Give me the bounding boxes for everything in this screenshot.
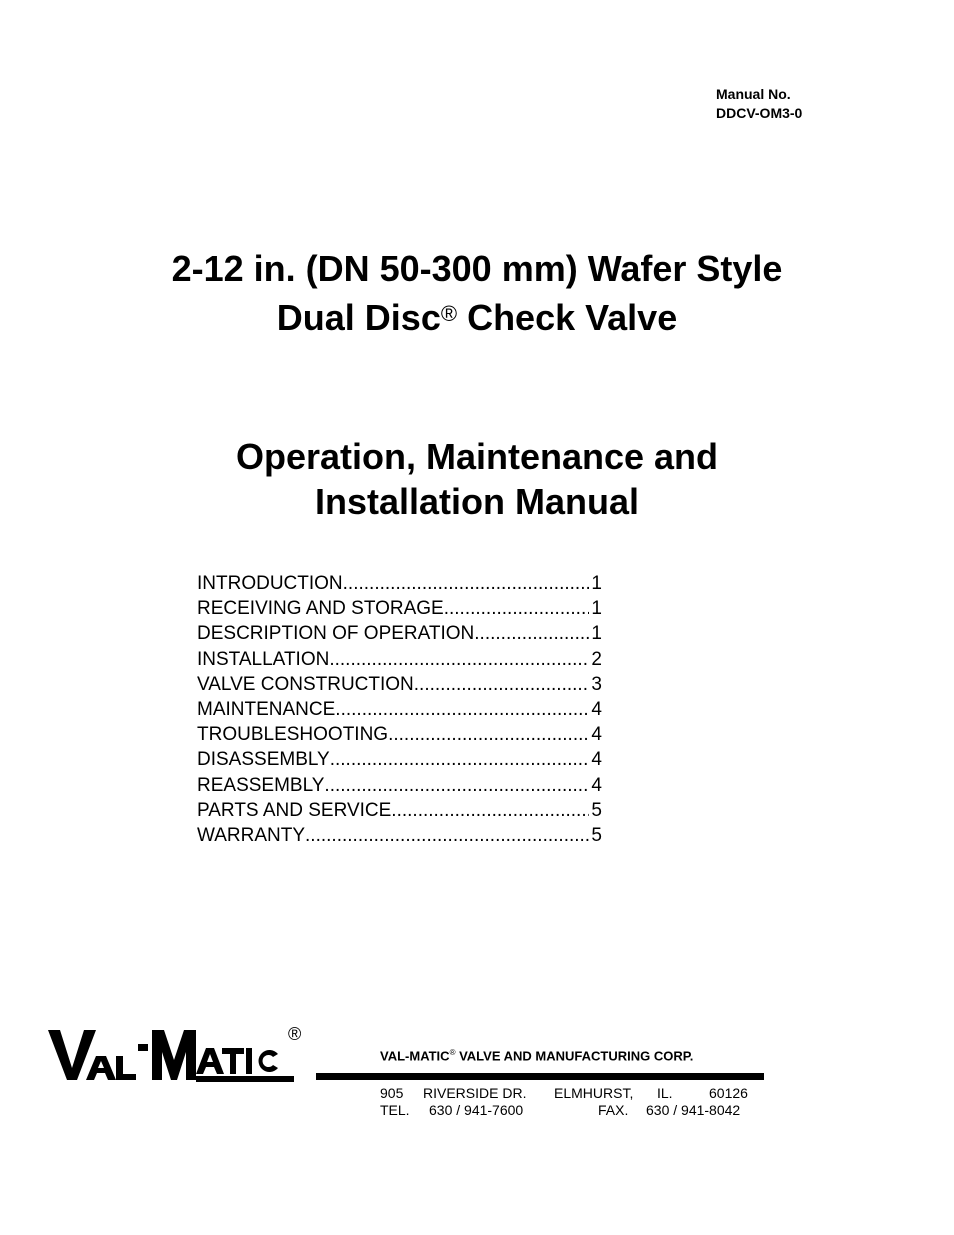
logo-letter-i: [246, 1048, 252, 1074]
toc-entry-page: 4: [591, 774, 602, 796]
toc-entry-page: 1: [591, 573, 602, 594]
logo-underline: [196, 1076, 294, 1082]
document-title: [0, 244, 954, 342]
street-number: 905: [380, 1085, 404, 1101]
toc-entry-page: 5: [591, 799, 602, 821]
title-line-1: 2-12 in. (DN 50-300 mm) Wafer Style: [171, 248, 783, 289]
state: IL.: [657, 1085, 673, 1101]
toc-leader-dots: [343, 571, 590, 596]
val-matic-logo: [46, 1024, 308, 1086]
toc-leader-dots: [324, 773, 589, 798]
toc-entry-title: DESCRIPTION OF OPERATION: [197, 623, 475, 645]
toc-entry-title: TROUBLESHOOTING: [197, 724, 389, 746]
toc-entry-title: INSTALLATION: [197, 648, 330, 670]
toc-entry[interactable]: [197, 571, 602, 596]
manual-number: DDCV-OM3-0: [716, 105, 803, 121]
company-registered-mark: ®: [449, 1048, 456, 1057]
toc-entry[interactable]: [197, 596, 602, 621]
city: ELMHURST,: [554, 1085, 634, 1101]
street-name: RIVERSIDE DR.: [423, 1085, 527, 1101]
logo-letter-m: [152, 1030, 196, 1080]
address-line: [380, 1085, 760, 1102]
logo-letter-l: [116, 1056, 136, 1080]
zip-code: 60126: [709, 1085, 748, 1101]
toc-leader-dots: [305, 823, 589, 848]
subtitle-line-2: Installation Manual: [314, 481, 640, 522]
logo-letter-v: [48, 1030, 96, 1080]
company-name-b: VALVE AND MANUFACTURING CORP.: [455, 1048, 694, 1064]
toc-entry-page: 4: [591, 699, 602, 721]
toc-entry-page: 4: [591, 724, 602, 746]
company-name-a: VAL-MATIC: [380, 1048, 450, 1064]
title-dual-disc: Dual Disc: [276, 297, 441, 338]
title-check-valve: Check Valve: [457, 297, 678, 338]
title-line-2: [0, 293, 954, 342]
toc-entry[interactable]: [197, 672, 602, 697]
tel-number: 630 / 941-7600: [429, 1102, 524, 1118]
toc-entry-title: REASSEMBLY: [197, 774, 325, 796]
manual-number-block: [716, 85, 802, 123]
toc-entry-page: 1: [591, 623, 602, 645]
toc-entry-title: WARRANTY: [197, 825, 306, 847]
company-rule: [316, 1073, 764, 1080]
toc-entry[interactable]: [197, 621, 602, 646]
toc-leader-dots: [329, 647, 589, 672]
registered-mark: ®: [440, 301, 458, 326]
toc-entry-title: INTRODUCTION: [197, 573, 343, 594]
toc-entry[interactable]: [197, 773, 602, 798]
toc-entry[interactable]: [197, 823, 602, 848]
toc-entry-page: 4: [591, 749, 602, 771]
document-subtitle: [0, 434, 954, 524]
fax-number: 630 / 941-8042: [646, 1102, 741, 1118]
contact-line: [380, 1102, 760, 1119]
company-name: [380, 1048, 693, 1063]
toc-leader-dots: [414, 672, 590, 697]
toc-entry-page: 5: [591, 825, 602, 847]
manual-label: Manual No.: [716, 86, 791, 102]
toc-entry[interactable]: [197, 798, 602, 823]
toc-leader-dots: [330, 747, 590, 772]
toc-leader-dots: [388, 722, 589, 747]
toc-entry-title: MAINTENANCE: [197, 699, 336, 721]
logo-hyphen: [138, 1044, 148, 1051]
toc-entry[interactable]: [197, 722, 602, 747]
tel-label: TEL.: [380, 1102, 410, 1118]
toc-leader-dots: [474, 621, 589, 646]
fax-label: FAX.: [598, 1102, 629, 1118]
toc-entry[interactable]: [197, 647, 602, 672]
logo-letter-c: [259, 1050, 278, 1072]
toc-entry-title: PARTS AND SERVICE: [197, 799, 392, 821]
toc-entry-title: VALVE CONSTRUCTION: [197, 673, 414, 695]
table-of-contents: [197, 571, 602, 848]
toc-entry-title: RECEIVING AND STORAGE: [197, 598, 444, 620]
toc-entry[interactable]: [197, 697, 602, 722]
toc-leader-dots: [335, 697, 589, 722]
toc-entry-page: 2: [591, 648, 602, 670]
toc-entry-title: DISASSEMBLY: [197, 749, 330, 771]
subtitle-line-1: Operation, Maintenance and: [235, 436, 719, 477]
toc-leader-dots: [444, 596, 590, 621]
toc-entry[interactable]: [197, 747, 602, 772]
toc-leader-dots: [391, 798, 589, 823]
logo-registered-mark: ®: [288, 1024, 302, 1044]
toc-entry-page: 1: [591, 598, 602, 620]
logo-letter-t: [222, 1048, 244, 1074]
toc-entry-page: 3: [591, 673, 602, 695]
